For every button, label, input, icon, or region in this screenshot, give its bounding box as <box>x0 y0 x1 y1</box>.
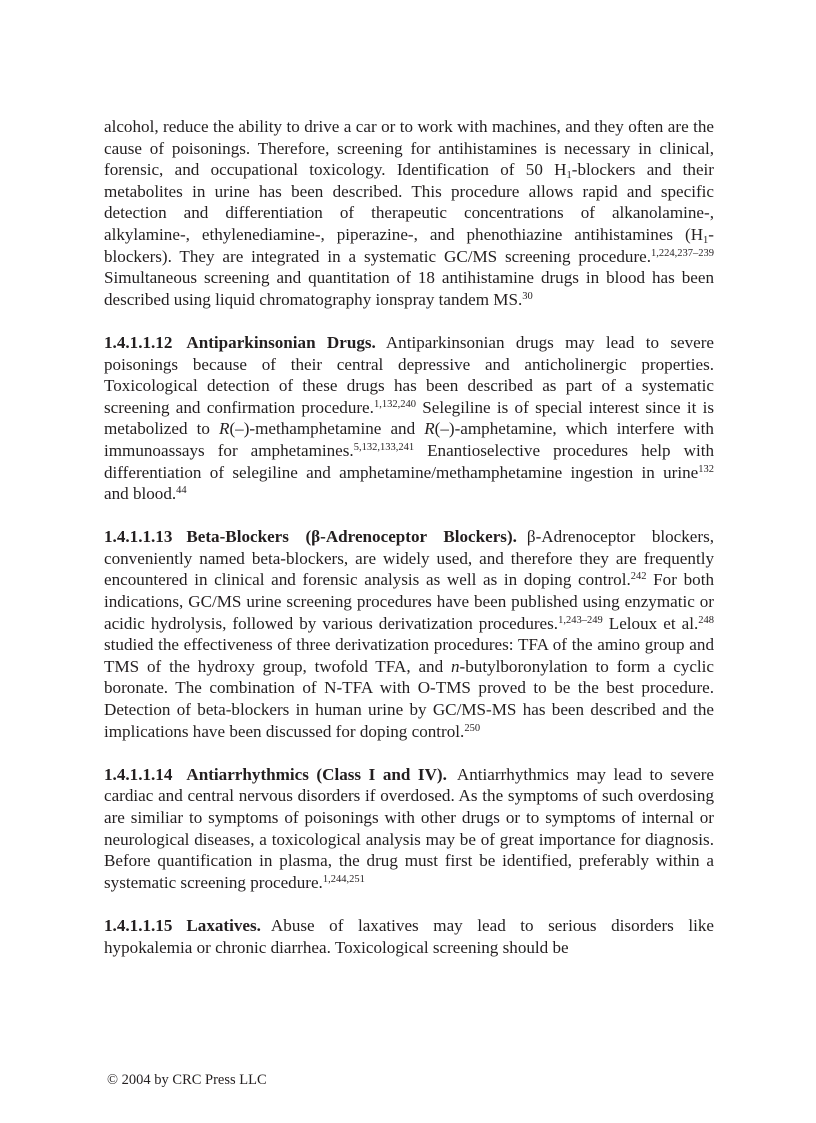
text: For both indications, GC/MS urine screening procedures have been published using enzymatic or acidic hydrolysis, followed by various derivatization procedures. <box>104 570 714 633</box>
text: (–)-methamphetamine and <box>229 419 425 439</box>
text: alcohol, reduce the ability to drive a car or to work with machines, and they often are the cause of poisonings. Therefore, screening for antihistamines is necessary in clinical, forensic, and occupational toxicology. Identification of 50 H <box>104 117 714 180</box>
text: (–)-amphetamine, which interfere with immunoassays for amphetamines. <box>104 419 714 460</box>
reference-superscript: 1,132,240 <box>373 398 416 410</box>
text: Simultaneous screening and quantitation of 18 antihistamine drugs in blood has been described using liquid chromatography ionspray tandem MS. <box>104 268 714 309</box>
reference-superscript: 132 <box>698 463 714 475</box>
text: Selegiline is of special interest since it is metabolized to <box>104 397 714 439</box>
reference-superscript: 30 <box>522 290 533 302</box>
italic-text: R <box>424 419 435 439</box>
reference-superscript: 1,224,237–239 <box>651 247 714 259</box>
text: Leloux et al. <box>602 613 699 633</box>
italic-text: R <box>219 419 230 439</box>
section-laxatives <box>104 915 714 958</box>
section-title: Laxatives. <box>186 915 261 935</box>
subscript: 1 <box>566 170 572 182</box>
text: -blockers). They are integrated in a systematic GC/MS screening procedure. <box>104 224 714 266</box>
section-number: 1.4.1.1.12 <box>104 332 173 352</box>
section-number: 1.4.1.1.15 <box>104 915 173 935</box>
text: studied the effectiveness of three derivatization procedures: TFA of the amino group and TMS of the hydroxy group, twofold TFA, and <box>104 635 714 676</box>
reference-superscript: 1,243–249 <box>558 614 603 626</box>
reference-superscript: 5,132,133,241 <box>353 441 415 453</box>
section-number: 1.4.1.1.14 <box>104 764 173 784</box>
text: Antiparkinsonian drugs may lead to severe poisonings because of their central depressive and anticholinergic properties. Toxicological detection of these drugs has been described as part of a systematic screening and confirmation procedure. <box>104 332 715 417</box>
section-title: Beta-Blockers (β-Adrenoceptor Blockers). <box>186 527 517 547</box>
section-antiparkinsonian-drugs <box>104 332 714 505</box>
text: Abuse of laxatives may lead to serious disorders like hypokalemia or chronic diarrhea. Toxicological screening should be <box>104 915 714 957</box>
reference-superscript: 248 <box>698 614 714 626</box>
section-title: Antiparkinsonian Drugs. <box>186 332 376 352</box>
text: Antiarrhythmics may lead to severe cardiac and central nervous disorders if overdosed. As the symptoms of such overdosing are similiar to symptoms of poisonings with other drugs or to symptoms of internal or neurological diseases, a toxicological analysis may be of great importance for diagnosis. Before quantification in plasma, the drug must first be identified, preferably within a systematic screening procedure. <box>104 764 715 892</box>
section-beta-blockers <box>104 526 714 742</box>
reference-superscript: 44 <box>176 485 187 497</box>
page-body <box>104 116 714 980</box>
text: -blockers and their metabolites in urine has been described. This procedure allows rapid and specific detection and differentiation of therapeutic concentrations of alkanolamine-, alkylamine-, ethylenediamine-, piperazine-, and phenothiazine antihistamines (H <box>104 160 715 244</box>
italic-text: n <box>450 656 460 676</box>
paragraph-antihistamines <box>104 116 714 310</box>
copyright-footer: © 2004 by CRC Press LLC <box>107 1072 267 1088</box>
text: -butylboronylation to form a cyclic boronate. The combination of N-TFA with O-TMS proved to be the best procedure. Detection of beta-blockers in human urine by GC/MS-MS has been described and the implications have been discussed for doping control. <box>104 656 714 741</box>
reference-superscript: 1,244,251 <box>322 873 365 885</box>
subscript: 1 <box>703 234 709 246</box>
section-number: 1.4.1.1.13 <box>104 527 173 547</box>
section-antiarrhythmics <box>104 764 714 894</box>
reference-superscript: 242 <box>630 571 647 583</box>
text: β-Adrenoceptor blockers, conveniently named beta-blockers, are widely used, and therefore they are frequently encountered in clinical and forensic analysis as well as in doping control. <box>104 527 714 590</box>
section-title: Antiarrhythmics (Class I and IV). <box>186 764 447 784</box>
text: and blood. <box>104 484 177 504</box>
text: Enantioselective procedures help with differentiation of selegiline and amphetamine/methamphetamine ingestion in urine <box>104 440 714 482</box>
reference-superscript: 250 <box>464 722 481 734</box>
